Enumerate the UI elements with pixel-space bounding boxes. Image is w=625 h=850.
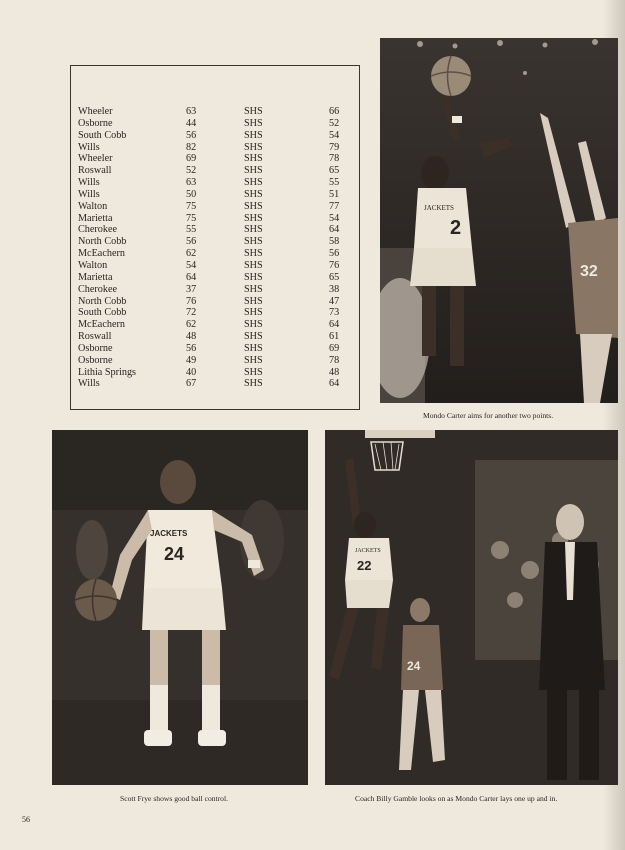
opponent-score: 50 xyxy=(186,188,197,200)
home-team-label: SHS xyxy=(244,129,263,141)
opponent-name: Wills xyxy=(78,188,100,200)
opponent-score: 75 xyxy=(186,200,197,212)
score-row xyxy=(71,296,359,308)
home-score: 47 xyxy=(329,295,340,307)
jersey-number-home: 22 xyxy=(357,558,372,573)
home-team-label: SHS xyxy=(244,319,263,331)
opponent-name: Roswall xyxy=(78,165,112,177)
opponent-name: Wills xyxy=(78,378,100,390)
opponent-name: Osborne xyxy=(78,117,113,129)
photo-scott-frye-dribbling-image xyxy=(52,430,308,785)
score-row xyxy=(71,177,359,189)
score-row xyxy=(71,236,359,248)
opponent-score: 48 xyxy=(186,331,197,343)
season-scores-list xyxy=(71,106,359,390)
photo-coach-gamble-layup xyxy=(325,430,618,785)
home-score: 73 xyxy=(329,307,340,319)
home-score: 66 xyxy=(329,106,340,117)
home-score: 48 xyxy=(329,366,340,378)
opponent-name: North Cobb xyxy=(78,236,127,248)
score-row xyxy=(71,224,359,236)
page-number: 56 xyxy=(22,815,30,824)
home-team-label: SHS xyxy=(244,307,263,319)
score-row xyxy=(71,142,359,154)
home-team-label: SHS xyxy=(244,200,263,212)
opponent-score: 62 xyxy=(186,319,197,331)
score-row xyxy=(71,153,359,165)
score-row xyxy=(71,378,359,390)
opponent-score: 63 xyxy=(186,177,197,189)
opponent-name: Roswall xyxy=(78,331,112,343)
opponent-score: 69 xyxy=(186,153,197,165)
opponent-name: Walton xyxy=(78,259,108,271)
home-score: 69 xyxy=(329,342,340,354)
opponent-name: Wills xyxy=(78,141,100,153)
jersey-text: JACKETS xyxy=(150,529,188,538)
opponent-name: Wills xyxy=(78,177,100,189)
opponent-name: Cherokee xyxy=(78,283,118,295)
opponent-score: 56 xyxy=(186,236,197,248)
home-team-label: SHS xyxy=(244,224,263,236)
photo-mondo-carter-shooting-image xyxy=(380,38,618,403)
home-score: 77 xyxy=(329,200,340,212)
home-team-label: SHS xyxy=(244,165,263,177)
opponent-name: North Cobb xyxy=(78,295,127,307)
score-row xyxy=(71,106,359,118)
home-score: 52 xyxy=(329,117,340,129)
opponent-score: 75 xyxy=(186,212,197,224)
jersey-number-home: 2 xyxy=(450,217,462,239)
home-score: 65 xyxy=(329,271,340,283)
home-team-label: SHS xyxy=(244,117,263,129)
score-row xyxy=(71,260,359,272)
opponent-name: Osborne xyxy=(78,354,113,366)
home-team-label: SHS xyxy=(244,177,263,189)
score-row xyxy=(71,272,359,284)
home-team-label: SHS xyxy=(244,342,263,354)
home-team-label: SHS xyxy=(244,283,263,295)
home-team-label: SHS xyxy=(244,259,263,271)
jersey-text: JACKETS xyxy=(424,204,454,212)
opponent-name: Walton xyxy=(78,200,108,212)
opponent-score: 54 xyxy=(186,259,197,271)
home-score: 76 xyxy=(329,259,340,271)
opponent-name: South Cobb xyxy=(78,129,127,141)
opponent-name: Wheeler xyxy=(78,153,113,165)
opponent-name: McEachern xyxy=(78,319,125,331)
home-team-label: SHS xyxy=(244,212,263,224)
caption-coach-gamble: Coach Billy Gamble looks on as Mondo Carter lays one up and in. xyxy=(355,794,558,803)
home-score: 54 xyxy=(329,129,340,141)
home-score: 56 xyxy=(329,248,340,260)
score-row xyxy=(71,284,359,296)
season-scores-box xyxy=(70,65,360,410)
score-row xyxy=(71,201,359,213)
score-row xyxy=(71,213,359,225)
score-row xyxy=(71,307,359,319)
opponent-score: 49 xyxy=(186,354,197,366)
home-team-label: SHS xyxy=(244,378,263,390)
opponent-score: 76 xyxy=(186,295,197,307)
photo-scott-frye-dribbling xyxy=(52,430,308,785)
score-row xyxy=(71,355,359,367)
opponent-score: 67 xyxy=(186,378,197,390)
jersey-number-home: 24 xyxy=(164,544,185,564)
opponent-name: Osborne xyxy=(78,342,113,354)
home-score: 61 xyxy=(329,331,340,343)
home-team-label: SHS xyxy=(244,153,263,165)
opponent-name: Wheeler xyxy=(78,106,113,117)
caption-mondo-carter-shooting: Mondo Carter aims for another two points. xyxy=(423,411,554,420)
opponent-name: South Cobb xyxy=(78,307,127,319)
home-score: 64 xyxy=(329,319,340,331)
caption-scott-frye: Scott Frye shows good ball control. xyxy=(120,794,228,803)
score-row xyxy=(71,319,359,331)
home-team-label: SHS xyxy=(244,188,263,200)
opponent-name: Lithia Springs xyxy=(78,366,137,378)
home-team-label: SHS xyxy=(244,354,263,366)
home-team-label: SHS xyxy=(244,295,263,307)
home-team-label: SHS xyxy=(244,236,263,248)
home-score: 51 xyxy=(329,188,340,200)
home-team-label: SHS xyxy=(244,271,263,283)
photo-coach-gamble-layup-image xyxy=(325,430,618,785)
home-score: 64 xyxy=(329,378,340,390)
opponent-name: Marietta xyxy=(78,212,113,224)
photo-mondo-carter-shooting xyxy=(380,38,618,403)
opponent-score: 63 xyxy=(186,106,197,117)
score-row xyxy=(71,118,359,130)
opponent-name: Marietta xyxy=(78,271,113,283)
score-row xyxy=(71,331,359,343)
opponent-score: 52 xyxy=(186,165,197,177)
score-row xyxy=(71,367,359,379)
score-row xyxy=(71,189,359,201)
home-team-label: SHS xyxy=(244,141,263,153)
opponent-score: 62 xyxy=(186,248,197,260)
home-score: 58 xyxy=(329,236,340,248)
jersey-text: JACKETS xyxy=(355,548,381,554)
opponent-score: 44 xyxy=(186,117,197,129)
home-team-label: SHS xyxy=(244,366,263,378)
opponent-name: McEachern xyxy=(78,248,125,260)
home-score: 64 xyxy=(329,224,340,236)
home-score: 78 xyxy=(329,354,340,366)
jersey-number-away: 24 xyxy=(407,659,421,673)
home-score: 78 xyxy=(329,153,340,165)
home-team-label: SHS xyxy=(244,106,263,117)
home-team-label: SHS xyxy=(244,248,263,260)
opponent-score: 64 xyxy=(186,271,197,283)
opponent-score: 82 xyxy=(186,141,197,153)
opponent-score: 72 xyxy=(186,307,197,319)
score-row xyxy=(71,248,359,260)
opponent-score: 55 xyxy=(186,224,197,236)
home-score: 38 xyxy=(329,283,340,295)
opponent-score: 56 xyxy=(186,129,197,141)
jersey-number-away: 32 xyxy=(580,263,598,280)
home-team-label: SHS xyxy=(244,331,263,343)
opponent-score: 37 xyxy=(186,283,197,295)
home-score: 79 xyxy=(329,141,340,153)
score-row xyxy=(71,343,359,355)
opponent-score: 40 xyxy=(186,366,197,378)
home-score: 54 xyxy=(329,212,340,224)
opponent-name: Cherokee xyxy=(78,224,118,236)
score-row xyxy=(71,165,359,177)
home-score: 65 xyxy=(329,165,340,177)
home-score: 55 xyxy=(329,177,340,189)
opponent-score: 56 xyxy=(186,342,197,354)
score-row xyxy=(71,130,359,142)
